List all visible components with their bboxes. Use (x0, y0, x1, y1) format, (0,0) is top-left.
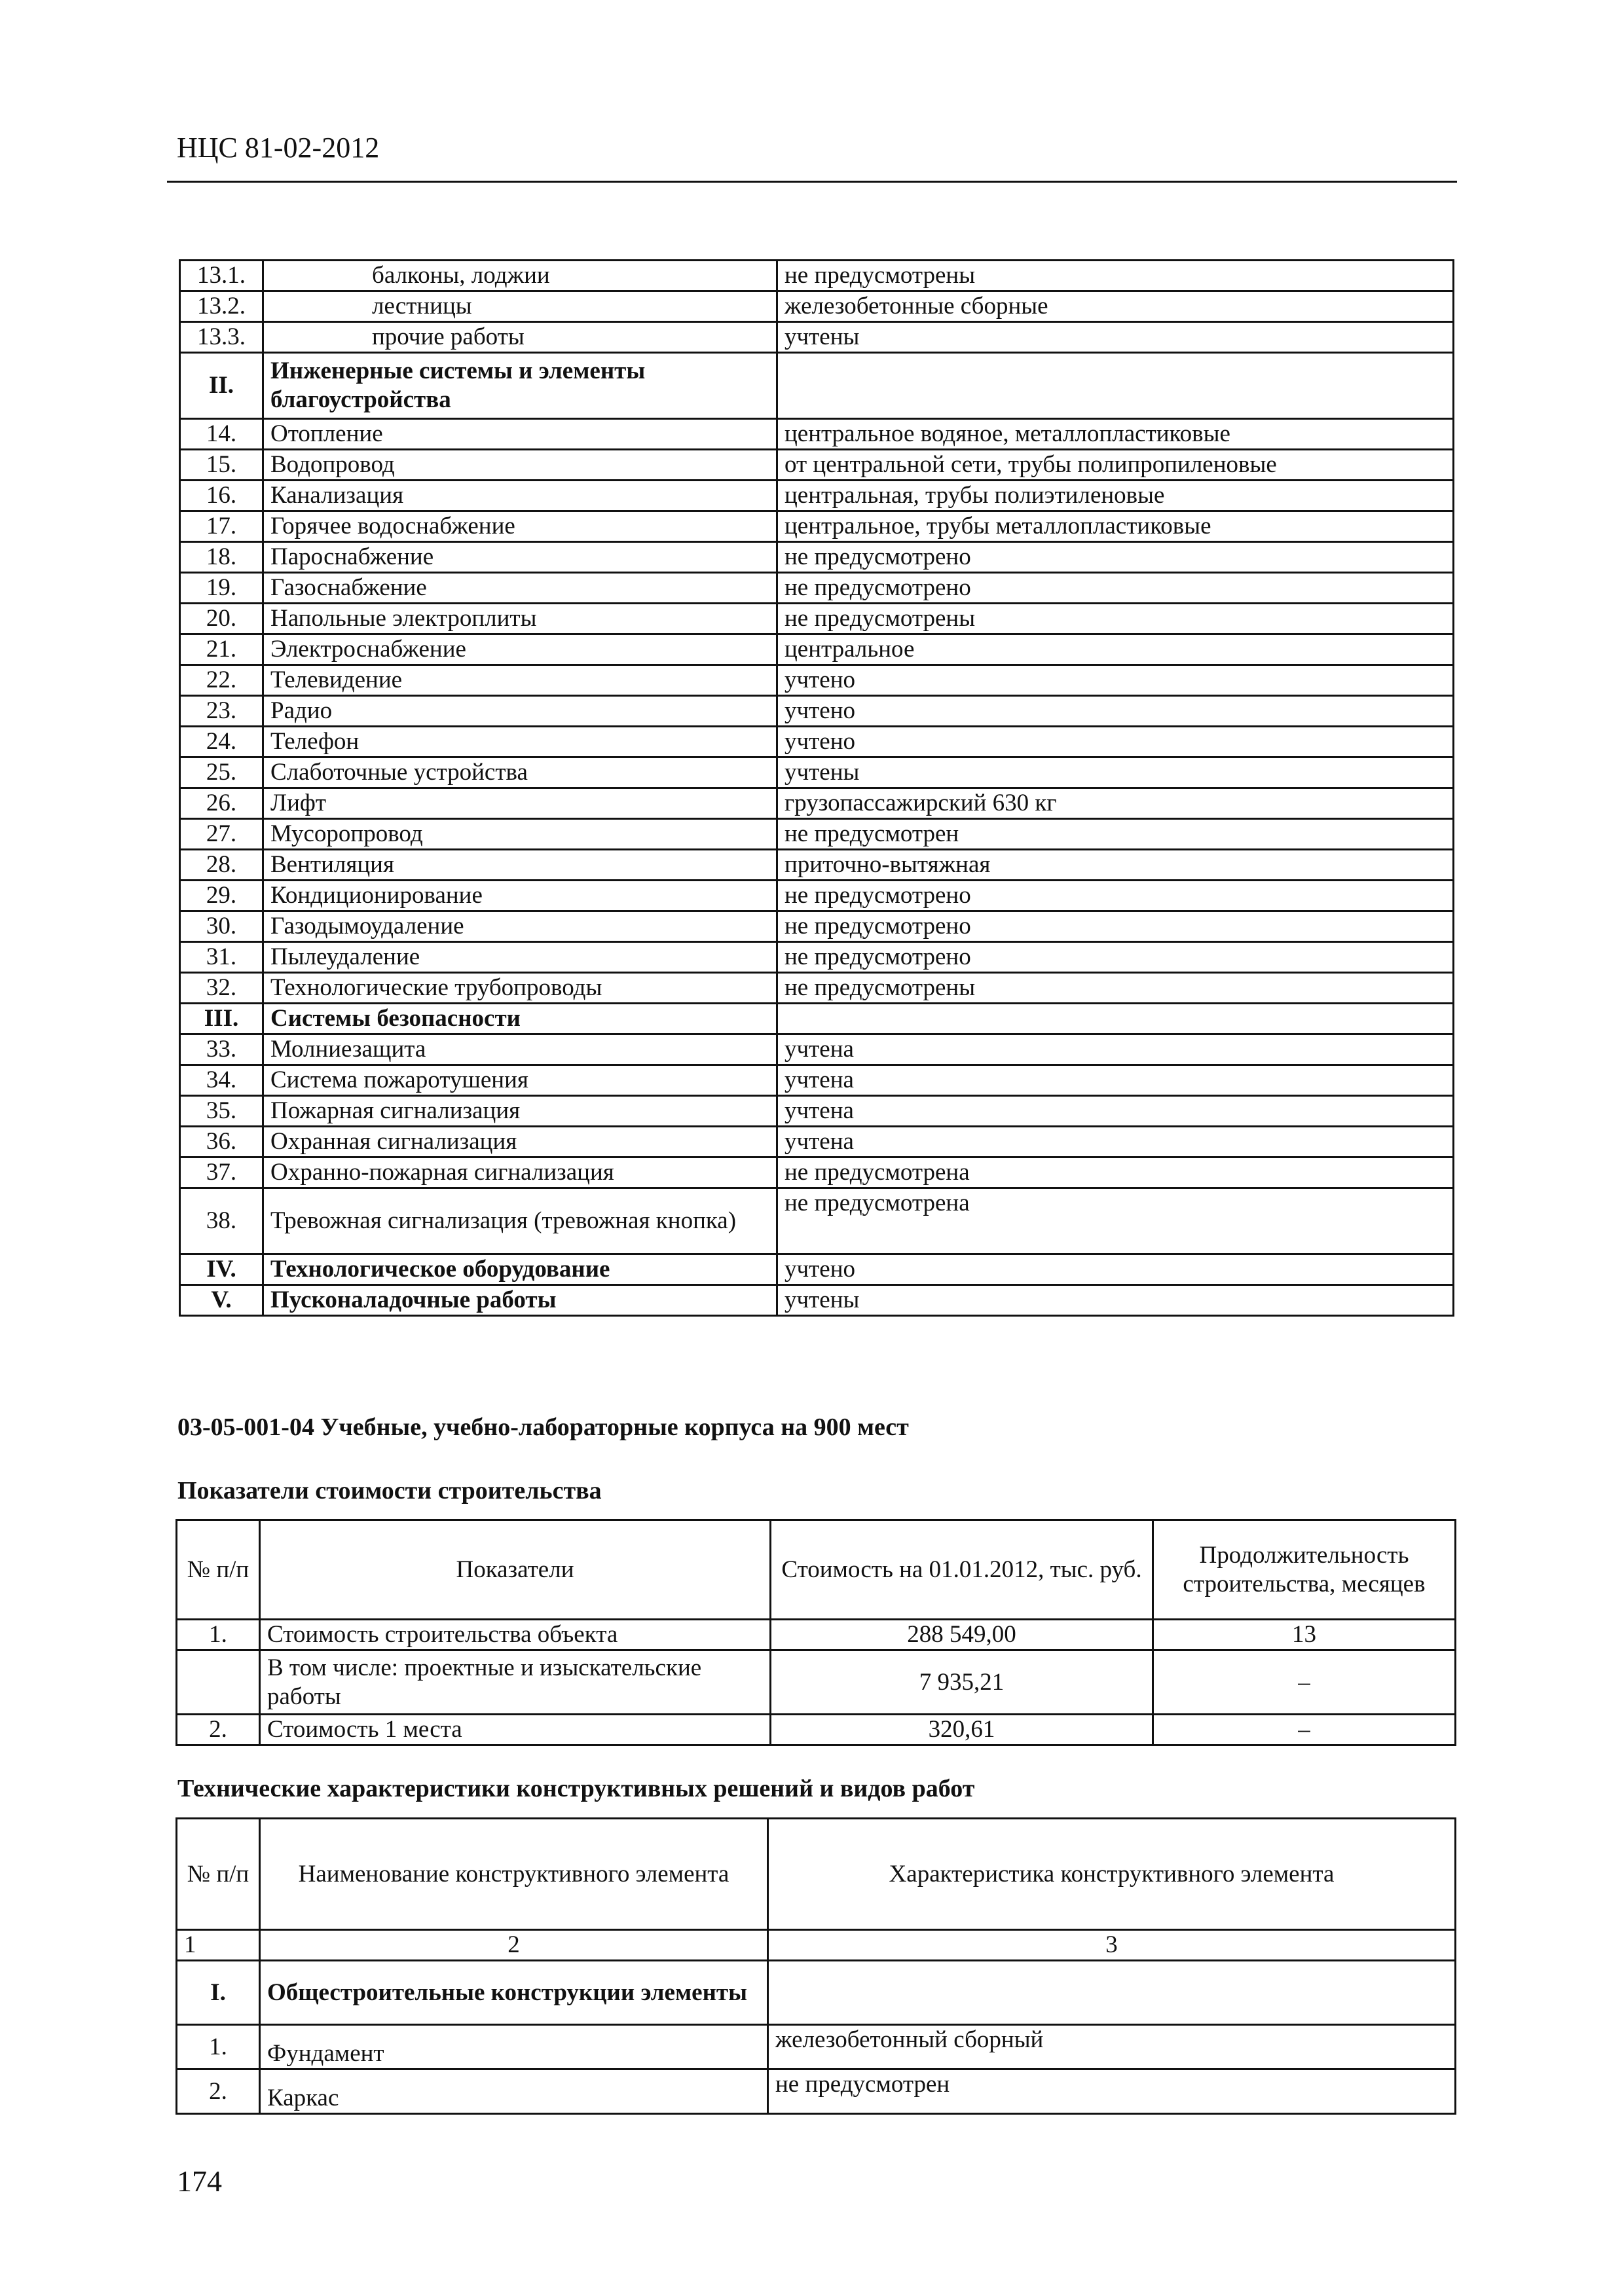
element-characteristic: учтены (777, 1285, 1454, 1316)
element-name: Система пожаротушения (263, 1065, 777, 1096)
element-name: Горячее водоснабжение (263, 511, 777, 542)
col-number-1: 1 (177, 1930, 260, 1961)
element-characteristic: не предусмотрено (777, 942, 1454, 973)
element-characteristic: не предусмотрена (777, 1188, 1454, 1254)
col-header-number: № п/п (177, 1819, 260, 1930)
element-name: Телевидение (263, 665, 777, 696)
element-characteristic: учтена (777, 1034, 1454, 1065)
table-row (180, 604, 1454, 634)
table-row (180, 481, 1454, 511)
table-header-row (177, 1819, 1456, 1930)
col-number-3: 3 (768, 1930, 1456, 1961)
element-name: Молниезащита (263, 1034, 777, 1065)
table-row (180, 1157, 1454, 1188)
row-number: 22. (180, 665, 263, 696)
object-section-title: 03-05-001-04 Учебные, учебно-лабораторные корпуса на 900 мест (177, 1413, 909, 1441)
row-number: 25. (180, 757, 263, 788)
element-characteristic: железобетонный сборный (768, 2025, 1456, 2069)
element-characteristic: не предусмотрено (777, 881, 1454, 911)
table-row (177, 1715, 1456, 1745)
element-name: Охранная сигнализация (263, 1127, 777, 1157)
row-number: 30. (180, 911, 263, 942)
section-row (180, 1004, 1454, 1034)
element-name: Системы безопасности (263, 1004, 777, 1034)
row-number: V. (180, 1285, 263, 1316)
section-row (180, 353, 1454, 419)
table-row (180, 942, 1454, 973)
element-characteristic: не предусмотрены (777, 604, 1454, 634)
element-name: Канализация (263, 481, 777, 511)
element-name: прочие работы (263, 322, 777, 353)
table-row (180, 788, 1454, 819)
row-number: 19. (180, 573, 263, 604)
element-name: Лифт (263, 788, 777, 819)
element-name: Напольные электроплиты (263, 604, 777, 634)
table-row (180, 1034, 1454, 1065)
section-row (180, 1254, 1454, 1285)
col-number-2: 2 (260, 1930, 768, 1961)
indicator-duration: – (1153, 1715, 1456, 1745)
cost-indicators-table (175, 1519, 1456, 1746)
row-number (177, 1650, 260, 1715)
element-characteristic (768, 1961, 1456, 2025)
element-name: Пусконаладочные работы (263, 1285, 777, 1316)
col-header-number: № п/п (177, 1520, 260, 1620)
row-number: 38. (180, 1188, 263, 1254)
table-row (180, 696, 1454, 727)
table-row (180, 665, 1454, 696)
element-name: Отопление (263, 419, 777, 450)
row-number: IV. (180, 1254, 263, 1285)
indicator-duration: – (1153, 1650, 1456, 1715)
cost-indicators-heading: Показатели стоимости строительства (177, 1477, 602, 1504)
element-name: лестницы (263, 291, 777, 322)
row-number: II. (180, 353, 263, 419)
element-characteristic: учтено (777, 727, 1454, 757)
element-characteristic: учтена (777, 1096, 1454, 1127)
row-number: 16. (180, 481, 263, 511)
element-name: Инженерные системы и элементы благоустройства (263, 353, 777, 419)
col-header-indicators: Показатели (260, 1520, 771, 1620)
table-row (180, 1096, 1454, 1127)
col-header-duration: Продолжительность строительства, месяцев (1153, 1520, 1456, 1620)
row-number: 1. (177, 1620, 260, 1650)
header-rule (167, 181, 1457, 183)
row-number: 13.3. (180, 322, 263, 353)
indicator-cost: 320,61 (771, 1715, 1153, 1745)
table-row (180, 727, 1454, 757)
element-characteristic: не предусмотрено (777, 542, 1454, 573)
row-number: 18. (180, 542, 263, 573)
table-row (180, 850, 1454, 881)
element-name: Технологические трубопроводы (263, 973, 777, 1004)
element-characteristic: учтено (777, 665, 1454, 696)
element-name: Мусоропровод (263, 819, 777, 850)
indicator-name: Стоимость 1 места (260, 1715, 771, 1745)
col-header-element-name: Наименование конструктивного элемента (260, 1819, 768, 1930)
row-number: 13.2. (180, 291, 263, 322)
row-number: I. (177, 1961, 260, 2025)
row-number: 2. (177, 2069, 260, 2114)
element-name: Телефон (263, 727, 777, 757)
table-row (180, 881, 1454, 911)
element-name: Газоснабжение (263, 573, 777, 604)
table-row (180, 634, 1454, 665)
element-name: Электроснабжение (263, 634, 777, 665)
element-characteristic: центральное, трубы металлопластиковые (777, 511, 1454, 542)
row-number: 20. (180, 604, 263, 634)
element-characteristic: не предусмотрена (777, 1157, 1454, 1188)
table-row (180, 450, 1454, 481)
element-characteristic (777, 353, 1454, 419)
indicator-cost: 288 549,00 (771, 1620, 1153, 1650)
table-row (180, 573, 1454, 604)
element-characteristic (777, 1004, 1454, 1034)
element-name: Каркас (260, 2069, 768, 2114)
row-number: 31. (180, 942, 263, 973)
indicator-cost: 7 935,21 (771, 1650, 1153, 1715)
element-characteristic: не предусмотрен (768, 2069, 1456, 2114)
document-code: НЦС 81-02-2012 (177, 132, 380, 164)
element-name: Вентиляция (263, 850, 777, 881)
element-characteristic: не предусмотрено (777, 911, 1454, 942)
element-name: Кондиционирование (263, 881, 777, 911)
element-characteristic: грузопассажирский 630 кг (777, 788, 1454, 819)
element-name: Слаботочные устройства (263, 757, 777, 788)
element-name: Общестроительные конструкции элементы (260, 1961, 768, 2025)
element-characteristic: учтена (777, 1127, 1454, 1157)
element-characteristic: центральная, трубы полиэтиленовые (777, 481, 1454, 511)
table-row (180, 511, 1454, 542)
row-number: 28. (180, 850, 263, 881)
table-row (177, 2069, 1456, 2114)
row-number: 1. (177, 2025, 260, 2069)
table-row (180, 757, 1454, 788)
table-row (180, 261, 1454, 291)
element-name: Фундамент (260, 2025, 768, 2069)
element-name: Пароснабжение (263, 542, 777, 573)
table-row (177, 1961, 1456, 2025)
table-row (180, 911, 1454, 942)
table-row (177, 2025, 1456, 2069)
row-number: 26. (180, 788, 263, 819)
row-number: 17. (180, 511, 263, 542)
row-number: 15. (180, 450, 263, 481)
element-name: Охранно-пожарная сигнализация (263, 1157, 777, 1188)
element-characteristic: учтено (777, 1254, 1454, 1285)
row-number: 13.1. (180, 261, 263, 291)
element-characteristic: приточно-вытяжная (777, 850, 1454, 881)
element-characteristic: от центральной сети, трубы полипропиленовые (777, 450, 1454, 481)
row-number: 36. (180, 1127, 263, 1157)
row-number: 24. (180, 727, 263, 757)
element-name: Пожарная сигнализация (263, 1096, 777, 1127)
characteristics-table-continued (179, 259, 1454, 1317)
element-name: Технологическое оборудование (263, 1254, 777, 1285)
table-row (180, 542, 1454, 573)
element-characteristic: центральное (777, 634, 1454, 665)
table-row (177, 1650, 1456, 1715)
element-characteristic: не предусмотрено (777, 573, 1454, 604)
tech-characteristics-heading: Технические характеристики конструктивных решений и видов работ (177, 1775, 975, 1802)
row-number: 33. (180, 1034, 263, 1065)
col-header-cost: Стоимость на 01.01.2012, тыс. руб. (771, 1520, 1153, 1620)
row-number: 2. (177, 1715, 260, 1745)
table-row (180, 291, 1454, 322)
indicator-name: В том числе: проектные и изыскательские работы (260, 1650, 771, 1715)
element-characteristic: не предусмотрен (777, 819, 1454, 850)
element-characteristic: не предусмотрены (777, 261, 1454, 291)
row-number: 29. (180, 881, 263, 911)
column-number-row (177, 1930, 1456, 1961)
table-row (180, 1127, 1454, 1157)
table-row (180, 1188, 1454, 1254)
row-number: 14. (180, 419, 263, 450)
element-name: Тревожная сигнализация (тревожная кнопка) (263, 1188, 777, 1254)
element-name: Радио (263, 696, 777, 727)
element-characteristic: учтена (777, 1065, 1454, 1096)
row-number: 32. (180, 973, 263, 1004)
element-characteristic: учтены (777, 322, 1454, 353)
row-number: 34. (180, 1065, 263, 1096)
indicator-duration: 13 (1153, 1620, 1456, 1650)
element-name: Газодымоудаление (263, 911, 777, 942)
table-row (180, 419, 1454, 450)
col-header-element-characteristic: Характеристика конструктивного элемента (768, 1819, 1456, 1930)
table-row (180, 819, 1454, 850)
table-header-row (177, 1520, 1456, 1620)
row-number: 27. (180, 819, 263, 850)
tech-characteristics-table (175, 1817, 1456, 2115)
table-row (177, 1620, 1456, 1650)
row-number: III. (180, 1004, 263, 1034)
element-name: балконы, лоджии (263, 261, 777, 291)
row-number: 23. (180, 696, 263, 727)
element-characteristic: учтены (777, 757, 1454, 788)
element-characteristic: центральное водяное, металлопластиковые (777, 419, 1454, 450)
element-characteristic: железобетонные сборные (777, 291, 1454, 322)
section-row (180, 1285, 1454, 1316)
element-characteristic: учтено (777, 696, 1454, 727)
element-characteristic: не предусмотрены (777, 973, 1454, 1004)
row-number: 37. (180, 1157, 263, 1188)
row-number: 21. (180, 634, 263, 665)
table-row (180, 322, 1454, 353)
page-number: 174 (177, 2164, 222, 2198)
indicator-name: Стоимость строительства объекта (260, 1620, 771, 1650)
table-row (180, 1065, 1454, 1096)
element-name: Пылеудаление (263, 942, 777, 973)
element-name: Водопровод (263, 450, 777, 481)
table-row (180, 973, 1454, 1004)
row-number: 35. (180, 1096, 263, 1127)
